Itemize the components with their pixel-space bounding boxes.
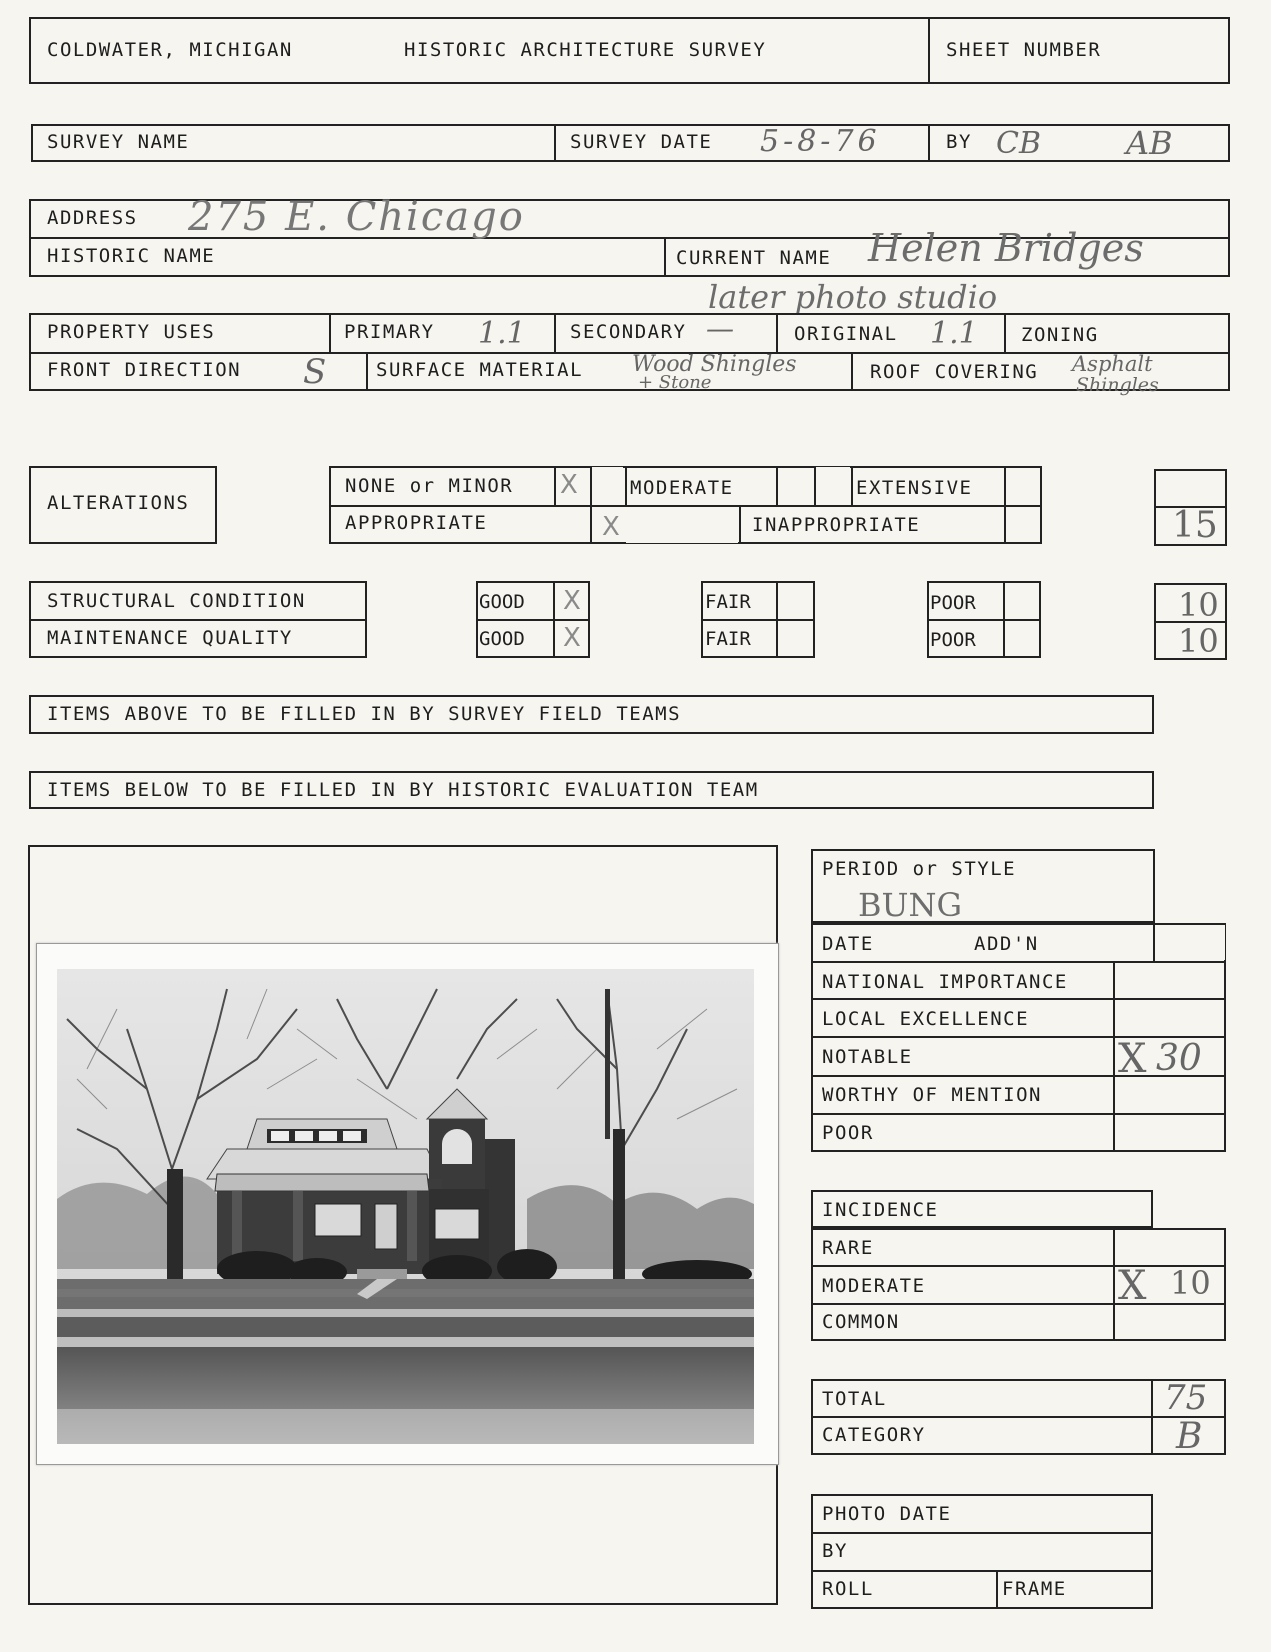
field-teams-note: ITEMS ABOVE TO BE FILLED IN BY SURVEY FIELD TEAMS <box>47 703 682 725</box>
maintenance-good: GOOD <box>479 628 525 650</box>
total-label: TOTAL <box>822 1388 887 1410</box>
incidence-moderate-mark: X <box>1118 1263 1147 1309</box>
original-value: 1.1 <box>930 316 978 351</box>
survey-date-value: 5-8-76 <box>760 124 881 159</box>
national-importance-label: NATIONAL IMPORTANCE <box>822 971 1068 993</box>
roof-covering-label: ROOF COVERING <box>870 361 1039 383</box>
surface-material-value: Wood Shingles <box>632 352 797 377</box>
zoning-label: ZONING <box>1021 324 1099 346</box>
front-direction-label: FRONT DIRECTION <box>47 359 242 381</box>
structural-good-mark: X <box>563 586 581 616</box>
roof-covering-value-2: Shingles <box>1076 374 1159 396</box>
period-label: PERIOD or STYLE <box>822 858 1017 880</box>
appropriate-option: APPROPRIATE <box>345 512 488 534</box>
maintenance-fair: FAIR <box>705 628 751 650</box>
structural-good: GOOD <box>479 591 525 613</box>
notable-mark: X <box>1118 1036 1147 1082</box>
sheet-number-label: SHEET NUMBER <box>946 39 1102 61</box>
original-label: ORIGINAL <box>794 323 898 345</box>
surface-material-value-2: + Stone <box>638 372 712 393</box>
date-label: DATE <box>822 933 874 955</box>
structural-score: 10 <box>1178 586 1219 624</box>
common-label: COMMON <box>822 1311 900 1333</box>
addn-label: ADD'N <box>974 933 1039 955</box>
secondary-label: SECONDARY <box>570 321 687 343</box>
by-value: CB <box>996 126 1041 161</box>
property-uses-label: PROPERTY USES <box>47 321 216 343</box>
rare-label: RARE <box>822 1237 874 1259</box>
local-excellence-label: LOCAL EXCELLENCE <box>822 1008 1030 1030</box>
moderate-label: MODERATE <box>822 1275 926 1297</box>
structural-fair: FAIR <box>705 591 751 613</box>
incidence-moderate-score: 10 <box>1170 1264 1211 1302</box>
alterations-score: 15 <box>1172 505 1218 546</box>
none-minor-mark: X <box>560 470 578 500</box>
photo-date-label: PHOTO DATE <box>822 1503 952 1525</box>
maintenance-good-mark: X <box>563 623 581 653</box>
maintenance-poor: POOR <box>930 629 976 651</box>
category-label: CATEGORY <box>822 1424 926 1446</box>
city-label: COLDWATER, MICHIGAN <box>47 39 293 61</box>
secondary-value: — <box>706 312 734 345</box>
roof-covering-value: Asphalt <box>1072 352 1153 376</box>
poor-label: POOR <box>822 1122 874 1144</box>
period-value: BUNG <box>858 886 963 924</box>
inappropriate-option: INAPPROPRIATE <box>752 514 921 536</box>
incidence-label: INCIDENCE <box>822 1199 939 1221</box>
current-name-note: later photo studio <box>708 278 998 316</box>
evaluation-note: ITEMS BELOW TO BE FILLED IN BY HISTORIC EVALUATION TEAM <box>47 779 759 801</box>
category-value: B <box>1176 1416 1203 1457</box>
structural-condition-label: STRUCTURAL CONDITION <box>47 590 306 612</box>
maintenance-quality-label: MAINTENANCE QUALITY <box>47 627 293 649</box>
roll-label: ROLL <box>822 1578 874 1600</box>
address-value: 275 E. Chicago <box>188 194 525 240</box>
worthy-label: WORTHY OF MENTION <box>822 1084 1042 1106</box>
surface-material-label: SURFACE MATERIAL <box>376 359 584 381</box>
historic-name-label: HISTORIC NAME <box>47 245 216 267</box>
extensive-option: EXTENSIVE <box>856 477 973 499</box>
notable-label: NOTABLE <box>822 1046 913 1068</box>
by-label: BY <box>946 131 972 153</box>
address-label: ADDRESS <box>47 207 138 229</box>
front-direction-value: S <box>303 352 327 392</box>
primary-value: 1.1 <box>478 316 526 351</box>
alterations-label: ALTERATIONS <box>47 492 190 514</box>
moderate-option: MODERATE <box>630 477 734 499</box>
house-photo-image <box>57 969 754 1444</box>
house-photograph <box>36 943 779 1465</box>
by-value-2: AB <box>1126 124 1173 162</box>
photo-by-label: BY <box>822 1540 848 1562</box>
survey-date-label: SURVEY DATE <box>570 131 713 153</box>
structural-poor: POOR <box>930 592 976 614</box>
survey-name-label: SURVEY NAME <box>47 131 190 153</box>
total-value: 75 <box>1164 1378 1208 1418</box>
frame-label: FRAME <box>1002 1578 1067 1600</box>
appropriate-mark: X <box>602 512 620 542</box>
none-minor-option: NONE or MINOR <box>345 475 514 497</box>
current-name-value: Helen Bridges <box>868 226 1144 270</box>
current-name-label: CURRENT NAME <box>676 247 832 269</box>
notable-score: 30 <box>1156 1038 1202 1079</box>
survey-title: HISTORIC ARCHITECTURE SURVEY <box>404 39 767 61</box>
primary-label: PRIMARY <box>344 321 435 343</box>
maintenance-score: 10 <box>1178 622 1219 660</box>
